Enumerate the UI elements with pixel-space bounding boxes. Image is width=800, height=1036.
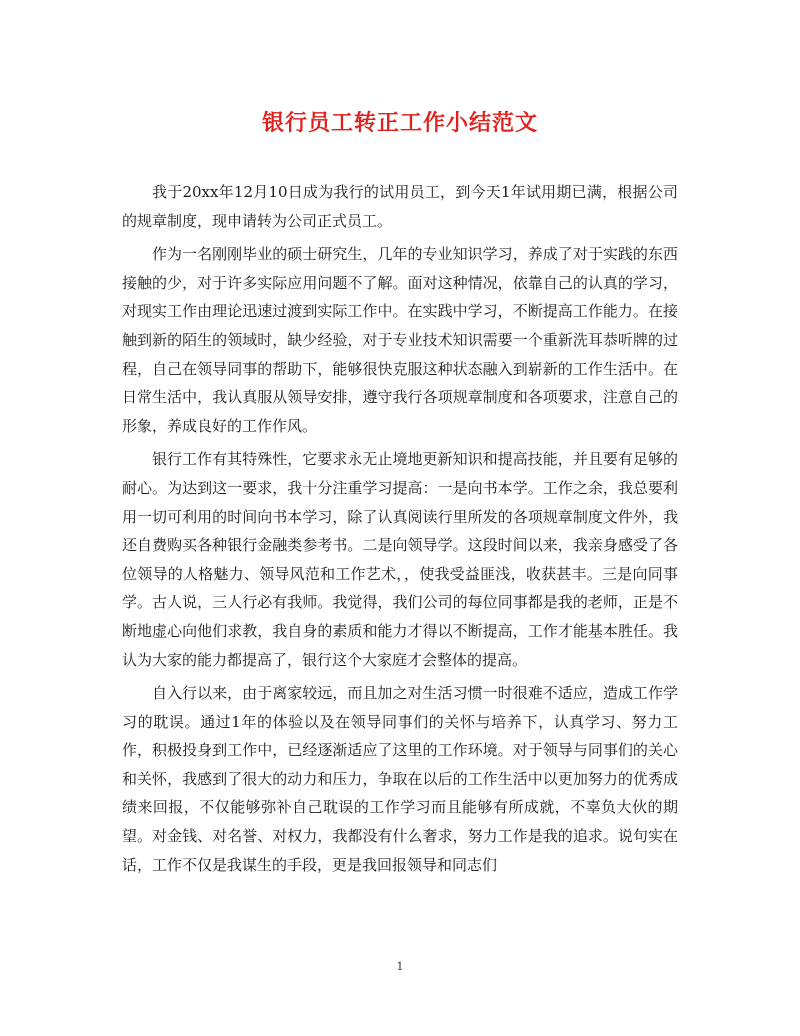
document-body <box>122 178 678 884</box>
paragraph: 我于20xx年12月10日成为我行的试用员工，到今天1年试用期已满，根据公司的规章制度，现申请转为公司正式员工。 <box>122 183 678 230</box>
paragraph: 作为一名刚刚毕业的硕士研究生，几年的专业知识学习，养成了对于实践的东西接触的少，对于许多实际应用问题不了解。面对这种情况，依靠自己的认真的学习，对现实工作由理论迅速过渡到实际工作中。在实践中学习，不断提高工作能力。在接触到新的陌生的领域时，缺少经验，对于专业技术知识需要一个重新洗耳恭听牌的过程，自己在领导同事的帮助下，能够很快克服这种状态融入到崭新的工作生活中。在日常生活中，我认真服从领导安排，遵守我行各项规章制度和各项要求，注意自己的形象，养成良好的工作作风。 <box>122 245 678 435</box>
document-title: 银行员工转正工作小结范文 <box>261 110 538 136</box>
page-number: 1 <box>396 960 404 973</box>
paragraph: 银行工作有其特殊性，它要求永无止境地更新知识和提高技能，并且要有足够的耐心。为达到这一要求，我十分注重学习提高：一是向书本学。工作之余，我总要利用一切可利用的时间向书本学习，除了认真阅读行里所发的各项规章制度文件外，我还自费购买各种银行金融类参考书。二是向领导学。这段时间以来，我亲身感受了各位领导的人格魅力、领导风范和工作艺术，，使我受益匪浅，收获甚丰。三是向同事学。古人说，三人行必有我师。我觉得，我们公司的每位同事都是我的老师，正是不断地虚心向他们求教，我自身的素质和能力才得以不断提高，工作才能基本胜任。我认为大家的能力都提高了，银行这个大家庭才会整体的提高。 <box>122 450 678 669</box>
paragraph: 自入行以来，由于离家较远，而且加之对生活习惯一时很难不适应，造成工作学习的耽误。通过1年的体验以及在领导同事们的关怀与培养下，认真学习、努力工作，积极投身到工作中，已经逐渐适应了这里的工作环境。对于领导与同事们的关心和关怀，我感到了很大的动力和压力，争取在以后的工作生活中以更加努力的优秀成绩来回报，不仅能够弥补自己耽误的工作学习而且能够有所成就，不辜负大伙的期望。对金钱、对名誉、对权力，我都没有什么奢求，努力工作是我的追求。说句实在话，工作不仅是我谋生的手段，更是我回报领导和同志们 <box>122 684 678 874</box>
